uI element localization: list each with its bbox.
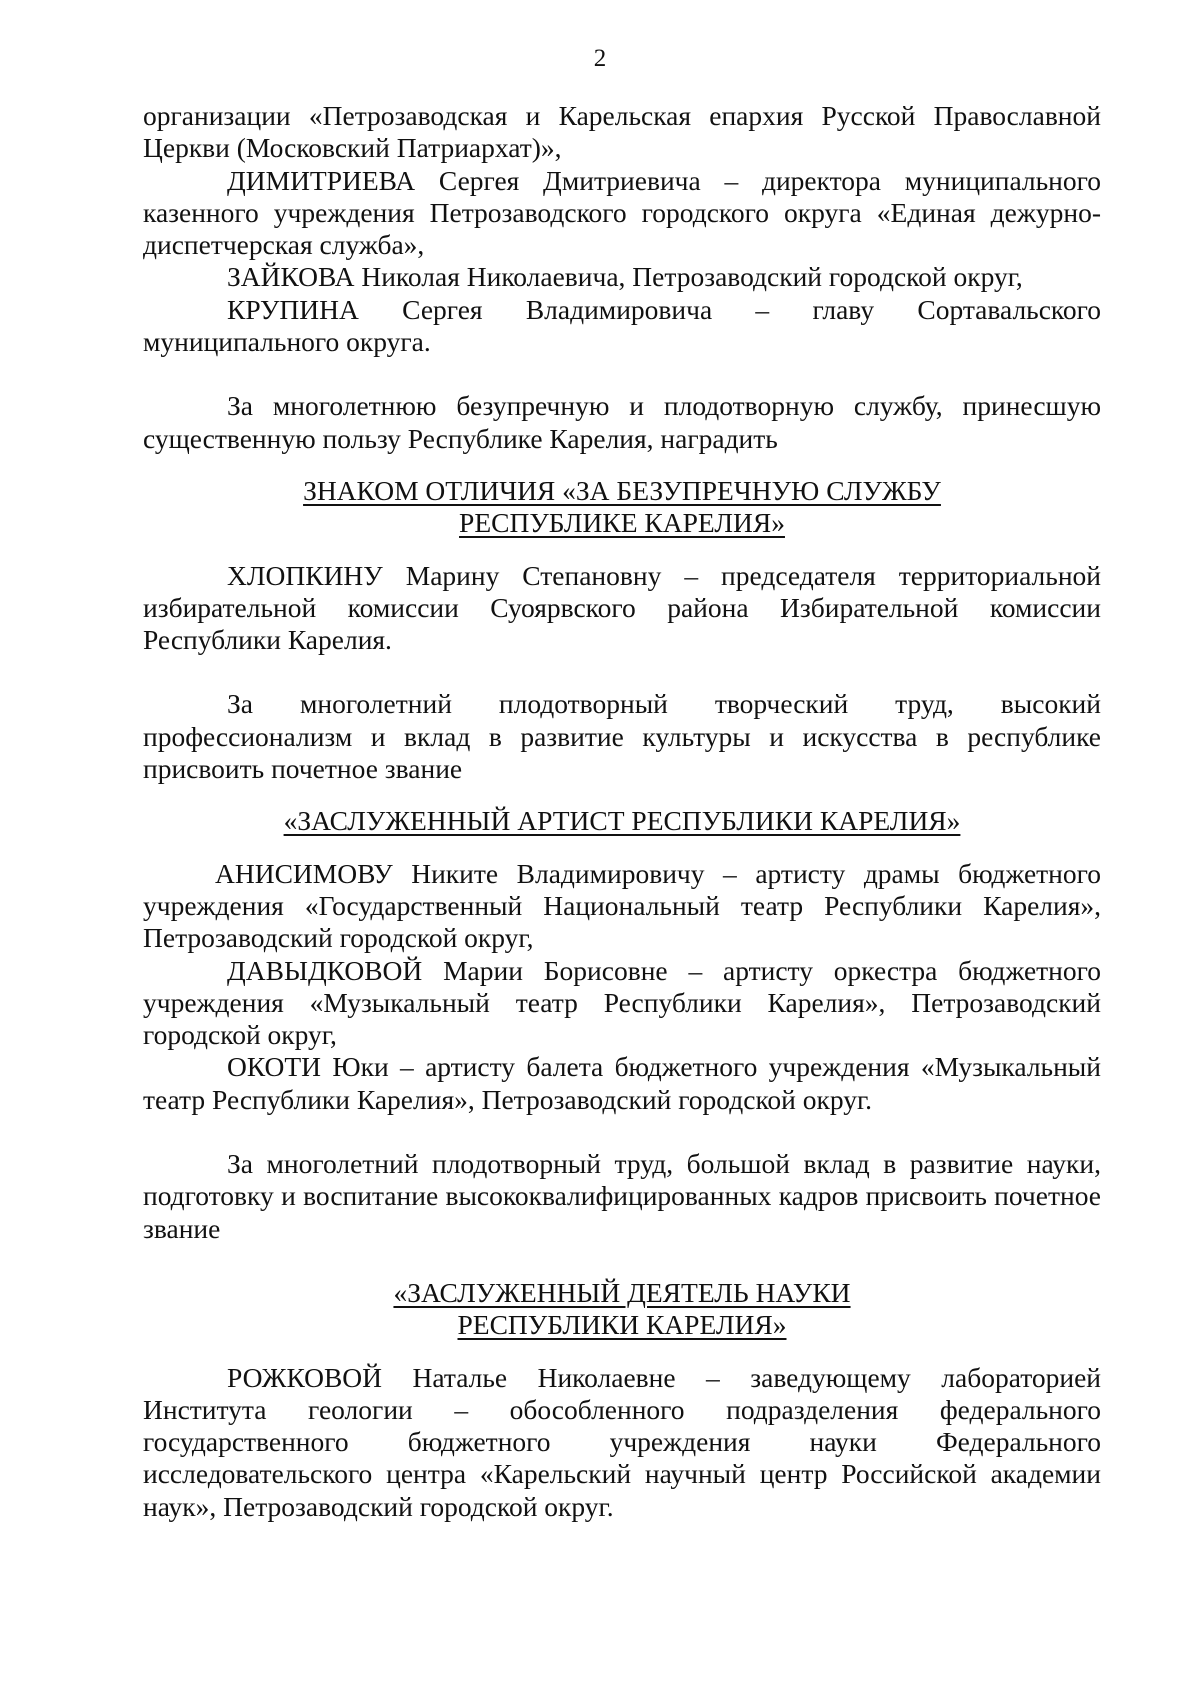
paragraph-award-service-intro: За многолетнюю безупречную и плодотворную службу, принесшую существенную пользу Республике Карелия, наградить: [143, 390, 1101, 454]
spacer: [143, 785, 1101, 805]
heading-line: ЗНАКОМ ОТЛИЧИЯ «ЗА БЕЗУПРЕЧНУЮ СЛУЖБУ: [303, 474, 941, 506]
page-number: 2: [593, 45, 607, 72]
spacer: [143, 1342, 1101, 1362]
paragraph-award-science-intro: За многолетний плодотворный труд, большой вклад в развитие науки, подготовку и воспитание высококвалифицированных кадров присвоить почетное звание: [143, 1148, 1101, 1244]
spacer: [143, 358, 1101, 390]
paragraph-zaikov: ЗАЙКОВА Николая Николаевича, Петрозаводский городской округ,: [227, 261, 1023, 293]
spacer: [143, 838, 1101, 858]
spacer: [143, 455, 1101, 475]
paragraph-dimitriev: ДИМИТРИЕВА Сергея Дмитриевича – директора муниципального казенного учреждения Петрозаводского городского округа «Единая дежурно-диспетчерская служба»,: [143, 164, 1101, 261]
paragraph-okoti: ОКОТИ Юки – артисту балета бюджетного учреждения «Музыкальный театр Республики Карелия», Петрозаводский городской округ.: [143, 1051, 1101, 1115]
paragraph-davydkova: ДАВЫДКОВОЙ Марии Борисовне – артисту оркестра бюджетного учреждения «Музыкальный театр Республики Карелия», Петрозаводский городской округ,: [143, 954, 1101, 1051]
spacer: [143, 1116, 1101, 1148]
paragraph-khlopkina: ХЛОПКИНУ Марину Степановну – председателя территориальной избирательной комиссии Суоярвского района Избирательной комиссии Республики Карелия.: [143, 559, 1101, 656]
heading-line: РЕСПУБЛИКЕ КАРЕЛИЯ»: [459, 507, 785, 539]
heading-honored-scientist: [143, 1277, 1101, 1342]
paragraph-krupin: КРУПИНА Сергея Владимировича – главу Сортавальского муниципального округа.: [143, 293, 1101, 358]
heading-badge-impeccable-service: [143, 475, 1101, 540]
heading-line: РЕСПУБЛИКИ КАРЕЛИЯ»: [457, 1309, 787, 1341]
paragraph-award-artist-intro: За многолетний плодотворный творческий труд, высокий профессионализм и вклад в развитие культуры и искусства в республике присвоить почетное звание: [143, 688, 1101, 785]
heading-honored-artist: [143, 805, 1101, 837]
document-body: [143, 100, 1101, 1523]
spacer: [143, 656, 1101, 688]
paragraph-anisimov: АНИСИМОВУ Никите Владимировичу – артисту драмы бюджетного учреждения «Государственный Национальный театр Республики Карелия», Петрозаводский городской округ,: [143, 857, 1101, 954]
paragraph-eparchy: организации «Петрозаводская и Карельская епархия Русской Православной Церкви (Московский Патриархат)»,: [143, 100, 1101, 164]
spacer: [143, 540, 1101, 560]
heading-line: «ЗАСЛУЖЕННЫЙ ДЕЯТЕЛЬ НАУКИ: [393, 1276, 851, 1308]
heading-line: «ЗАСЛУЖЕННЫЙ АРТИСТ РЕСПУБЛИКИ КАРЕЛИЯ»: [283, 805, 961, 837]
paragraph-rozhkova: РОЖКОВОЙ Наталье Николаевне – заведующему лабораторией Института геологии – обособленного подразделения федерального государственного бюджетного учреждения науки Федерального исследовательского центра «Карельский научный центр Российской академии наук», Петрозаводский городской округ.: [143, 1361, 1101, 1522]
spacer: [143, 1245, 1101, 1277]
